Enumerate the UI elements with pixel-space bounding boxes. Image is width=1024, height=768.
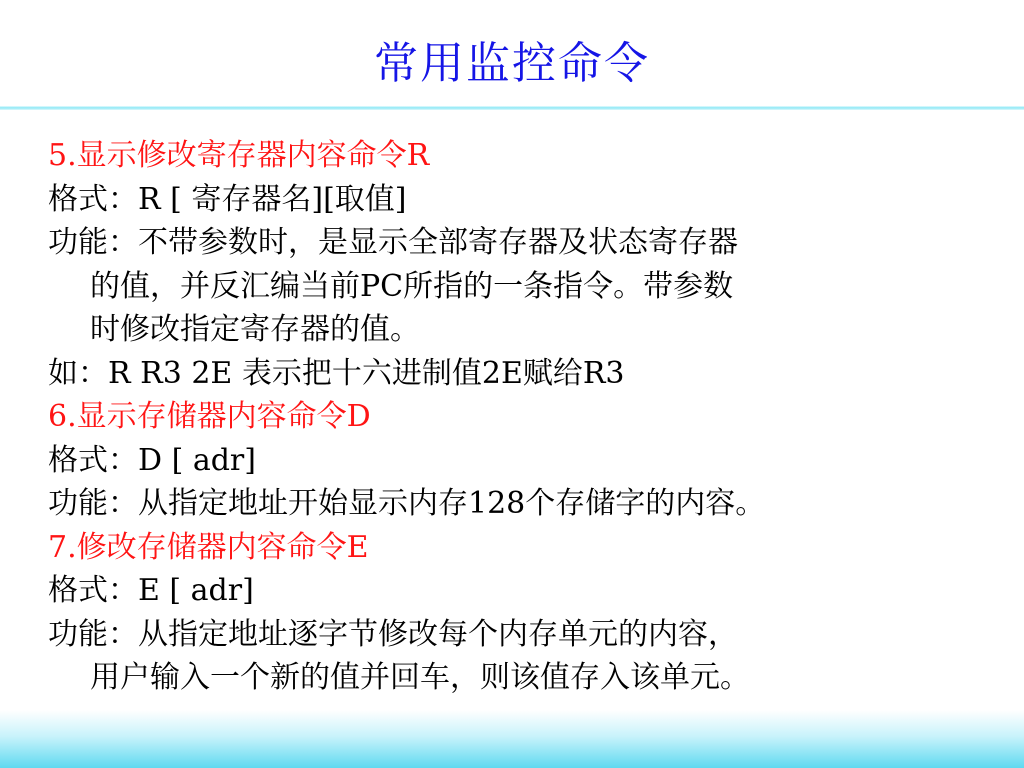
slide-content <box>48 134 988 700</box>
display-memory-format-line: 格式：D [ adr] <box>48 442 256 478</box>
display-memory-function-line: 功能：从指定地址开始显示内存128个存储字的内容。 <box>48 486 766 521</box>
modify-memory-format-line: 格式：E [ adr] <box>48 573 254 608</box>
modify-memory-function-line: 用户输入一个新的值并回车，则该值存入该单元。 <box>90 660 750 695</box>
register-format-line: 格式：R [ 寄存器名][取值] <box>48 181 407 217</box>
heading-display-memory-command: 6.显示存储器内容命令D <box>48 399 371 434</box>
heading-register-command: 5.显示修改寄存器内容命令R <box>48 138 430 173</box>
register-function-line: 时修改指定寄存器的值。 <box>90 312 420 347</box>
register-example-line: 如：R R3 2E 表示把十六进制值2E赋给R3 <box>48 355 625 391</box>
register-function-line: 的值，并反汇编当前PC所指的一条指令。带参数 <box>90 268 734 304</box>
title-divider <box>0 106 1024 110</box>
heading-modify-memory-command: 7.修改存储器内容命令E <box>48 529 369 565</box>
bottom-decorative-band <box>0 710 1024 768</box>
modify-memory-function-line: 功能：从指定地址逐字节修改每个内存单元的内容， <box>48 616 738 652</box>
register-function-line: 功能：不带参数时，是显示全部寄存器及状态寄存器 <box>48 225 738 260</box>
slide-title: 常用监控命令 <box>374 38 650 89</box>
